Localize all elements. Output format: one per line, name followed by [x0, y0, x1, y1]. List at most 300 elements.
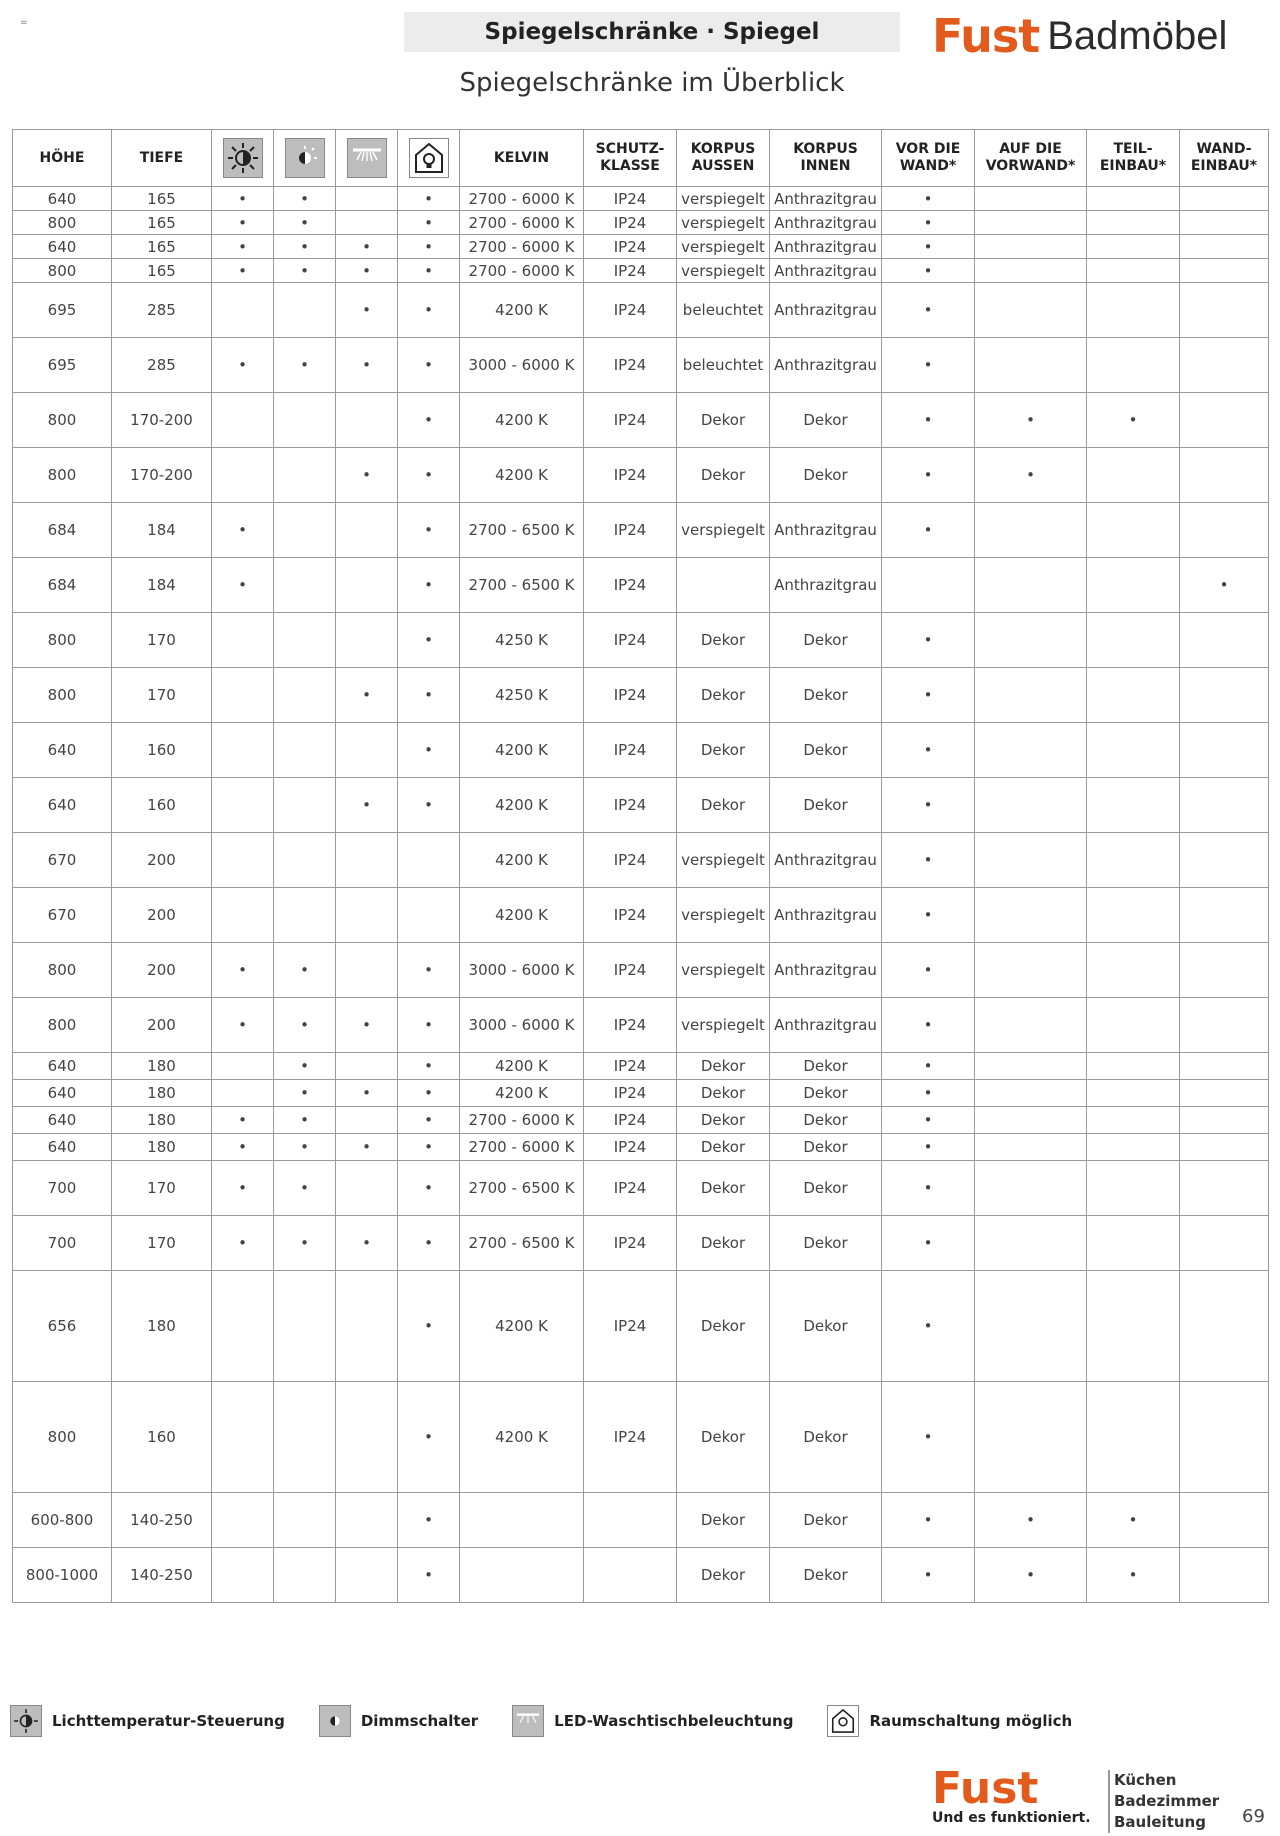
cell-hoehe: 700 — [13, 1161, 112, 1216]
cell-korpus-innen: Dekor — [770, 448, 882, 503]
cell-schutzklasse: IP24 — [584, 338, 677, 393]
cell-hoehe: 800 — [13, 1382, 112, 1493]
cell-korpus-innen: Dekor — [770, 1271, 882, 1382]
cell-teil-einbau — [1087, 558, 1180, 613]
cell-schutzklasse: IP24 — [584, 1107, 677, 1134]
cell-wand-einbau — [1180, 235, 1269, 259]
cell-kelvin: 3000 - 6000 K — [460, 943, 584, 998]
cell-auf-die-vorwand: • — [975, 393, 1087, 448]
cell-raumschaltung: • — [398, 723, 460, 778]
cell-kelvin: 2700 - 6500 K — [460, 1161, 584, 1216]
cell-korpus-innen: Dekor — [770, 613, 882, 668]
cell-raumschaltung: • — [398, 1161, 460, 1216]
cell-kelvin: 4200 K — [460, 448, 584, 503]
footer-category: Küchen — [1114, 1771, 1177, 1789]
cell-kelvin — [460, 1548, 584, 1603]
cell-lichttemperatur — [212, 283, 274, 338]
cell-auf-die-vorwand — [975, 338, 1087, 393]
cell-raumschaltung: • — [398, 211, 460, 235]
spiegelschrank-table — [12, 129, 1269, 1603]
cell-lichttemperatur — [212, 1493, 274, 1548]
cell-dimmschalter — [274, 1493, 336, 1548]
raumschaltung-icon — [409, 138, 449, 178]
cell-auf-die-vorwand — [975, 503, 1087, 558]
cell-tiefe: 140-250 — [112, 1548, 212, 1603]
cell-lichttemperatur: • — [212, 1134, 274, 1161]
cell-auf-die-vorwand — [975, 1053, 1087, 1080]
cell-hoehe: 600-800 — [13, 1493, 112, 1548]
cell-korpus-aussen: Dekor — [677, 1161, 770, 1216]
table-row — [13, 235, 1269, 259]
table-row — [13, 613, 1269, 668]
cell-korpus-aussen: Dekor — [677, 668, 770, 723]
cell-teil-einbau — [1087, 1134, 1180, 1161]
cell-hoehe: 800 — [13, 943, 112, 998]
cell-raumschaltung: • — [398, 283, 460, 338]
table-row — [13, 1134, 1269, 1161]
footer-logo-wordmark: Fust — [932, 1763, 1039, 1814]
table-row — [13, 338, 1269, 393]
cell-korpus-innen: Anthrazitgrau — [770, 235, 882, 259]
cell-korpus-aussen: verspiegelt — [677, 833, 770, 888]
cell-kelvin: 4200 K — [460, 1053, 584, 1080]
cell-wand-einbau — [1180, 1134, 1269, 1161]
cell-korpus-aussen: Dekor — [677, 1216, 770, 1271]
cell-kelvin: 4200 K — [460, 888, 584, 943]
cell-teil-einbau — [1087, 503, 1180, 558]
cell-auf-die-vorwand — [975, 558, 1087, 613]
cell-raumschaltung: • — [398, 613, 460, 668]
cell-tiefe: 160 — [112, 778, 212, 833]
cell-raumschaltung: • — [398, 187, 460, 211]
cell-kelvin: 2700 - 6000 K — [460, 187, 584, 211]
title-band — [404, 12, 900, 52]
cell-schutzklasse: IP24 — [584, 283, 677, 338]
cell-kelvin: 4200 K — [460, 1271, 584, 1382]
cell-dimmschalter — [274, 888, 336, 943]
cell-korpus-aussen: Dekor — [677, 1107, 770, 1134]
cell-tiefe: 285 — [112, 283, 212, 338]
cell-schutzklasse — [584, 1548, 677, 1603]
cell-korpus-aussen: Dekor — [677, 1493, 770, 1548]
col-header-korpus-innen: KORPUS INNEN — [770, 130, 882, 187]
cell-teil-einbau — [1087, 187, 1180, 211]
cell-dimmschalter — [274, 558, 336, 613]
cell-teil-einbau — [1087, 448, 1180, 503]
cell-vor-die-wand: • — [882, 723, 975, 778]
cell-kelvin: 4200 K — [460, 778, 584, 833]
cell-korpus-aussen: beleuchtet — [677, 338, 770, 393]
cell-dimmschalter — [274, 1382, 336, 1493]
cell-auf-die-vorwand — [975, 187, 1087, 211]
cell-tiefe: 200 — [112, 998, 212, 1053]
footer-fust-logo — [932, 1763, 1102, 1826]
col-header-korpus-aussen: KORPUS AUSSEN — [677, 130, 770, 187]
cell-teil-einbau: • — [1087, 1493, 1180, 1548]
table-row — [13, 1216, 1269, 1271]
cell-korpus-innen: Dekor — [770, 778, 882, 833]
cell-tiefe: 140-250 — [112, 1493, 212, 1548]
cell-vor-die-wand: • — [882, 1107, 975, 1134]
cell-kelvin: 2700 - 6000 K — [460, 211, 584, 235]
col-header-led-waschtisch — [336, 130, 398, 187]
cell-korpus-innen: Anthrazitgrau — [770, 998, 882, 1053]
cell-schutzklasse: IP24 — [584, 259, 677, 283]
cell-dimmschalter: • — [274, 1216, 336, 1271]
cell-lichttemperatur: • — [212, 1107, 274, 1134]
cell-tiefe: 180 — [112, 1271, 212, 1382]
table-row — [13, 211, 1269, 235]
cell-korpus-aussen: Dekor — [677, 1080, 770, 1107]
cell-lichttemperatur: • — [212, 998, 274, 1053]
cell-wand-einbau — [1180, 723, 1269, 778]
cell-korpus-innen: Dekor — [770, 1080, 882, 1107]
table-row — [13, 943, 1269, 998]
cell-led-waschtisch: • — [336, 1134, 398, 1161]
cell-raumschaltung: • — [398, 503, 460, 558]
cell-schutzklasse: IP24 — [584, 1080, 677, 1107]
cell-led-waschtisch — [336, 1271, 398, 1382]
cell-teil-einbau: • — [1087, 1548, 1180, 1603]
cell-tiefe: 165 — [112, 187, 212, 211]
cell-hoehe: 640 — [13, 235, 112, 259]
cell-tiefe: 285 — [112, 338, 212, 393]
cell-hoehe: 670 — [13, 888, 112, 943]
lichttemperatur-icon — [223, 138, 263, 178]
table-row — [13, 1107, 1269, 1134]
cell-tiefe: 200 — [112, 833, 212, 888]
legend-label: Dimmschalter — [360, 1712, 479, 1730]
table-row — [13, 503, 1269, 558]
cell-raumschaltung — [398, 833, 460, 888]
cell-schutzklasse: IP24 — [584, 1134, 677, 1161]
cell-dimmschalter — [274, 723, 336, 778]
cell-lichttemperatur — [212, 1548, 274, 1603]
cell-led-waschtisch — [336, 503, 398, 558]
cell-hoehe: 695 — [13, 283, 112, 338]
cell-wand-einbau — [1180, 1107, 1269, 1134]
cell-hoehe: 656 — [13, 1271, 112, 1382]
cell-wand-einbau — [1180, 259, 1269, 283]
cell-lichttemperatur: • — [212, 1161, 274, 1216]
table-row — [13, 833, 1269, 888]
cell-vor-die-wand: • — [882, 778, 975, 833]
cell-lichttemperatur: • — [212, 943, 274, 998]
cell-wand-einbau — [1180, 888, 1269, 943]
cell-kelvin: 4200 K — [460, 393, 584, 448]
table-row — [13, 1161, 1269, 1216]
footer-category: Bauleitung — [1114, 1813, 1206, 1831]
col-header-auf-die-vorwand: AUF DIE VORWAND* — [975, 130, 1087, 187]
cell-korpus-innen: Dekor — [770, 1053, 882, 1080]
cell-schutzklasse: IP24 — [584, 211, 677, 235]
cell-korpus-aussen: Dekor — [677, 723, 770, 778]
cell-hoehe: 684 — [13, 558, 112, 613]
cell-led-waschtisch: • — [336, 778, 398, 833]
cell-korpus-innen: Dekor — [770, 1161, 882, 1216]
lichttemperatur-icon — [10, 1705, 42, 1737]
cell-raumschaltung: • — [398, 235, 460, 259]
legend-label: Lichttemperatur-Steuerung — [52, 1712, 285, 1730]
cell-teil-einbau — [1087, 723, 1180, 778]
cell-tiefe: 170-200 — [112, 448, 212, 503]
cell-dimmschalter — [274, 1271, 336, 1382]
cell-korpus-aussen — [677, 558, 770, 613]
col-header-hoehe: HÖHE — [13, 130, 112, 187]
cell-raumschaltung: • — [398, 1493, 460, 1548]
cell-led-waschtisch: • — [336, 283, 398, 338]
cell-hoehe: 700 — [13, 1216, 112, 1271]
cell-wand-einbau — [1180, 1548, 1269, 1603]
cell-vor-die-wand: • — [882, 283, 975, 338]
cell-teil-einbau — [1087, 1080, 1180, 1107]
cell-kelvin: 2700 - 6500 K — [460, 503, 584, 558]
cell-lichttemperatur — [212, 1080, 274, 1107]
col-header-vor-die-wand: VOR DIE WAND* — [882, 130, 975, 187]
cell-wand-einbau — [1180, 778, 1269, 833]
cell-teil-einbau — [1087, 1271, 1180, 1382]
legend-item-led-waschtisch — [512, 1705, 793, 1737]
col-header-lichttemperatur — [212, 130, 274, 187]
cell-kelvin: 2700 - 6500 K — [460, 558, 584, 613]
cell-auf-die-vorwand — [975, 998, 1087, 1053]
cell-raumschaltung: • — [398, 668, 460, 723]
cell-korpus-aussen: Dekor — [677, 778, 770, 833]
cell-dimmschalter: • — [274, 1107, 336, 1134]
cell-tiefe: 200 — [112, 888, 212, 943]
cell-tiefe: 170-200 — [112, 393, 212, 448]
cell-led-waschtisch — [336, 1548, 398, 1603]
cell-korpus-aussen: Dekor — [677, 1548, 770, 1603]
cell-wand-einbau — [1180, 998, 1269, 1053]
cell-lichttemperatur — [212, 448, 274, 503]
cell-led-waschtisch: • — [336, 338, 398, 393]
cell-wand-einbau — [1180, 283, 1269, 338]
table-row — [13, 998, 1269, 1053]
cell-hoehe: 695 — [13, 338, 112, 393]
cell-teil-einbau — [1087, 943, 1180, 998]
cell-korpus-aussen: Dekor — [677, 613, 770, 668]
cell-raumschaltung: • — [398, 338, 460, 393]
cell-dimmschalter — [274, 393, 336, 448]
cell-raumschaltung: • — [398, 943, 460, 998]
cell-tiefe: 170 — [112, 1216, 212, 1271]
cell-raumschaltung: • — [398, 1053, 460, 1080]
dimmschalter-icon — [319, 1705, 351, 1737]
cell-vor-die-wand: • — [882, 1271, 975, 1382]
led-waschtisch-icon — [347, 138, 387, 178]
cell-vor-die-wand: • — [882, 448, 975, 503]
cell-auf-die-vorwand — [975, 235, 1087, 259]
col-header-raumschaltung — [398, 130, 460, 187]
cell-wand-einbau — [1180, 187, 1269, 211]
logo-fust-wordmark: Fust — [932, 9, 1040, 63]
cell-tiefe: 160 — [112, 723, 212, 778]
cell-auf-die-vorwand — [975, 211, 1087, 235]
cell-raumschaltung: • — [398, 393, 460, 448]
cell-schutzklasse: IP24 — [584, 448, 677, 503]
cell-vor-die-wand: • — [882, 187, 975, 211]
cell-dimmschalter: • — [274, 998, 336, 1053]
cell-dimmschalter: • — [274, 187, 336, 211]
col-header-kelvin: KELVIN — [460, 130, 584, 187]
cell-kelvin: 3000 - 6000 K — [460, 998, 584, 1053]
cell-korpus-aussen: beleuchtet — [677, 283, 770, 338]
cell-dimmschalter — [274, 503, 336, 558]
cell-vor-die-wand: • — [882, 503, 975, 558]
footer-categories — [1108, 1770, 1219, 1833]
cell-wand-einbau — [1180, 833, 1269, 888]
cell-schutzklasse: IP24 — [584, 1271, 677, 1382]
cell-auf-die-vorwand — [975, 668, 1087, 723]
raumschaltung-icon — [827, 1705, 859, 1737]
cell-wand-einbau: • — [1180, 558, 1269, 613]
cell-hoehe: 800-1000 — [13, 1548, 112, 1603]
cell-korpus-aussen: verspiegelt — [677, 503, 770, 558]
table-row — [13, 1493, 1269, 1548]
cell-led-waschtisch — [336, 393, 398, 448]
cell-auf-die-vorwand — [975, 283, 1087, 338]
cell-hoehe: 640 — [13, 1080, 112, 1107]
cell-dimmschalter — [274, 833, 336, 888]
cell-hoehe: 800 — [13, 668, 112, 723]
cell-vor-die-wand: • — [882, 235, 975, 259]
cell-korpus-innen: Anthrazitgrau — [770, 888, 882, 943]
cell-auf-die-vorwand — [975, 943, 1087, 998]
cell-kelvin: 4200 K — [460, 283, 584, 338]
fust-badmoebel-logo — [932, 9, 1228, 63]
cell-tiefe: 184 — [112, 558, 212, 613]
table-row — [13, 558, 1269, 613]
cell-kelvin: 4200 K — [460, 723, 584, 778]
cell-lichttemperatur: • — [212, 211, 274, 235]
cell-dimmschalter: • — [274, 943, 336, 998]
cell-auf-die-vorwand: • — [975, 1493, 1087, 1548]
cell-korpus-innen: Dekor — [770, 1216, 882, 1271]
cell-wand-einbau — [1180, 338, 1269, 393]
cell-hoehe: 800 — [13, 259, 112, 283]
cell-tiefe: 170 — [112, 613, 212, 668]
cell-korpus-aussen: Dekor — [677, 393, 770, 448]
cell-led-waschtisch — [336, 1161, 398, 1216]
cell-raumschaltung: • — [398, 998, 460, 1053]
cell-teil-einbau — [1087, 1107, 1180, 1134]
cell-wand-einbau — [1180, 943, 1269, 998]
cell-tiefe: 180 — [112, 1080, 212, 1107]
table-row — [13, 668, 1269, 723]
cell-kelvin: 4250 K — [460, 668, 584, 723]
cell-vor-die-wand: • — [882, 1134, 975, 1161]
cell-lichttemperatur — [212, 833, 274, 888]
icon-legend — [10, 1704, 1110, 1738]
cell-teil-einbau — [1087, 211, 1180, 235]
cell-lichttemperatur: • — [212, 503, 274, 558]
cell-korpus-aussen: verspiegelt — [677, 943, 770, 998]
cell-schutzklasse: IP24 — [584, 1216, 677, 1271]
cell-dimmschalter: • — [274, 211, 336, 235]
cell-schutzklasse: IP24 — [584, 235, 677, 259]
cell-hoehe: 640 — [13, 778, 112, 833]
cell-vor-die-wand: • — [882, 998, 975, 1053]
cell-vor-die-wand: • — [882, 1548, 975, 1603]
cell-hoehe: 684 — [13, 503, 112, 558]
cell-korpus-aussen: Dekor — [677, 1053, 770, 1080]
cell-auf-die-vorwand — [975, 1080, 1087, 1107]
cell-led-waschtisch: • — [336, 259, 398, 283]
cell-schutzklasse: IP24 — [584, 1161, 677, 1216]
cell-dimmschalter — [274, 283, 336, 338]
col-header-dimmschalter — [274, 130, 336, 187]
page-title: Spiegelschränke · Spiegel — [484, 19, 820, 45]
cell-auf-die-vorwand — [975, 1134, 1087, 1161]
cell-auf-die-vorwand — [975, 723, 1087, 778]
cell-teil-einbau — [1087, 1161, 1180, 1216]
cell-korpus-innen: Anthrazitgrau — [770, 558, 882, 613]
cell-hoehe: 670 — [13, 833, 112, 888]
cell-schutzklasse: IP24 — [584, 613, 677, 668]
table-row — [13, 1548, 1269, 1603]
cell-schutzklasse: IP24 — [584, 668, 677, 723]
cell-lichttemperatur — [212, 888, 274, 943]
cell-dimmschalter: • — [274, 1161, 336, 1216]
cell-dimmschalter: • — [274, 1080, 336, 1107]
cell-dimmschalter — [274, 448, 336, 503]
table-row — [13, 187, 1269, 211]
cell-dimmschalter: • — [274, 1053, 336, 1080]
cell-led-waschtisch — [336, 888, 398, 943]
table-row — [13, 1271, 1269, 1382]
cell-vor-die-wand: • — [882, 1161, 975, 1216]
cell-raumschaltung: • — [398, 558, 460, 613]
cell-led-waschtisch: • — [336, 448, 398, 503]
table-row — [13, 778, 1269, 833]
cell-korpus-innen: Dekor — [770, 393, 882, 448]
cell-korpus-innen: Dekor — [770, 1548, 882, 1603]
cell-tiefe: 200 — [112, 943, 212, 998]
table-row — [13, 393, 1269, 448]
cell-lichttemperatur — [212, 778, 274, 833]
cell-dimmschalter: • — [274, 1134, 336, 1161]
cell-schutzklasse: IP24 — [584, 998, 677, 1053]
cell-vor-die-wand: • — [882, 393, 975, 448]
cell-teil-einbau — [1087, 1053, 1180, 1080]
cell-teil-einbau — [1087, 833, 1180, 888]
dimmschalter-icon — [285, 138, 325, 178]
cell-vor-die-wand: • — [882, 1493, 975, 1548]
cell-lichttemperatur — [212, 613, 274, 668]
cell-schutzklasse — [584, 1493, 677, 1548]
cell-dimmschalter — [274, 1548, 336, 1603]
legend-label: LED-Waschtischbeleuchtung — [554, 1712, 794, 1730]
cell-korpus-innen: Anthrazitgrau — [770, 283, 882, 338]
cell-wand-einbau — [1180, 1271, 1269, 1382]
cell-led-waschtisch: • — [336, 1080, 398, 1107]
corner-mark: = — [20, 18, 28, 28]
cell-wand-einbau — [1180, 503, 1269, 558]
cell-teil-einbau — [1087, 778, 1180, 833]
cell-wand-einbau — [1180, 448, 1269, 503]
cell-korpus-aussen: verspiegelt — [677, 888, 770, 943]
table-row — [13, 283, 1269, 338]
cell-auf-die-vorwand — [975, 888, 1087, 943]
cell-teil-einbau — [1087, 283, 1180, 338]
cell-schutzklasse: IP24 — [584, 723, 677, 778]
cell-raumschaltung: • — [398, 1080, 460, 1107]
cell-teil-einbau — [1087, 1382, 1180, 1493]
cell-tiefe: 165 — [112, 259, 212, 283]
led-waschtisch-icon — [512, 1705, 544, 1737]
cell-tiefe: 180 — [112, 1107, 212, 1134]
